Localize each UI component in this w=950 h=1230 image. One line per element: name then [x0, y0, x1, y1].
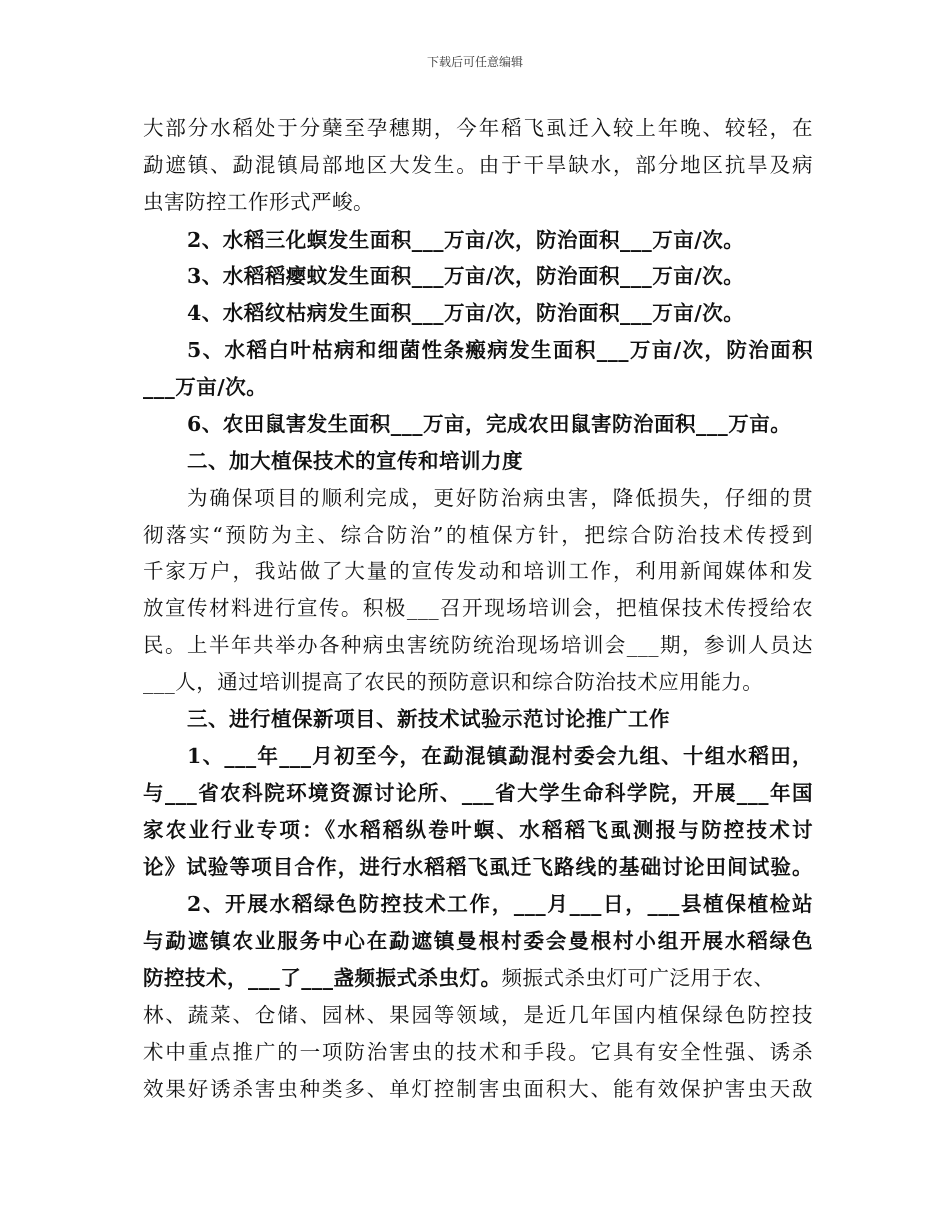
line-text: ___万亩/次。	[143, 375, 268, 399]
text-line	[187, 485, 813, 511]
text-line	[143, 189, 813, 215]
line-text: 家农业行业专项：《水稻稻纵卷叶螟、水稻稻飞虱测报与防控技术讨	[143, 818, 813, 842]
page-header: 下载后可任意编辑	[426, 55, 523, 69]
line-text: 为确保项目的顺利完成，更好防治病虫害，降低损失，仔细的贯	[187, 486, 813, 510]
line-text: 5、水稻白叶枯病和细菌性条瘢病发生面积___万亩/次，防治面积	[187, 338, 813, 362]
text-line	[187, 227, 813, 253]
line-text: 与___省农科院环境资源讨论所、___省大学生命科学院，开展___年国	[143, 781, 813, 805]
line-text: 勐遮镇、勐混镇局部地区大发生。由于干旱缺水，部分地区抗旱及病	[143, 153, 813, 177]
line-text: 彻落实“预防为主、综合防治”的植保方针，把综合防治技术传授到	[143, 523, 813, 547]
line-text: 论》试验等项目合作，进行水稻稻飞虱迁飞路线的基础讨论田间试验。	[143, 855, 813, 879]
text-line	[143, 928, 813, 954]
line-text: 防控技术，___了___盏频振式杀虫灯。	[143, 966, 502, 990]
line-text: 千家万户，我站做了大量的宣传发动和培训工作，利用新闻媒体和发	[143, 559, 813, 583]
line-text: 放宣传材料进行宣传。积极___召开现场培训会，把植保技术传授给农	[143, 596, 813, 620]
text-line	[143, 965, 813, 991]
text-line	[143, 1002, 813, 1028]
text-line	[143, 1076, 813, 1102]
line-text: 1、___年___月初至今，在勐混镇勐混村委会九组、十组水稻田，	[187, 744, 813, 768]
text-line	[143, 1039, 813, 1065]
line-text: 4、水稻纹枯病发生面积___万亩/次，防治面积___万亩/次。	[187, 301, 745, 325]
line-text: 效果好诱杀害虫种类多、单灯控制害虫面积大、能有效保护害虫天敌	[143, 1077, 813, 1101]
line-text: 2、水稻三化螟发生面积___万亩/次，防治面积___万亩/次。	[187, 228, 745, 252]
line-text: 2、开展水稻绿色防控技术工作，___月___日，___县植保植检站	[187, 892, 813, 916]
text-line	[143, 595, 813, 621]
text-line	[187, 337, 813, 363]
text-line	[187, 411, 813, 437]
text-line	[187, 263, 813, 289]
text-line	[143, 522, 813, 548]
line-text: 术中重点推广的一项防治害虫的技术和手段。它具有安全性强、诱杀	[143, 1040, 813, 1064]
text-line	[143, 854, 813, 880]
line-text: 与勐遮镇农业服务中心在勐遮镇曼根村委会曼根村小组开展水稻绿色	[143, 929, 813, 953]
text-line	[187, 448, 813, 474]
text-line	[143, 780, 813, 806]
text-line	[143, 669, 813, 695]
text-line	[143, 374, 813, 400]
line-text: 三、进行植保新项目、新技术试验示范讨论推广工作	[187, 707, 670, 731]
text-line	[143, 115, 813, 141]
line-text: 林、蔬菜、仓储、园林、果园等领域，是近几年国内植保绿色防控技	[143, 1003, 813, 1027]
text-line	[143, 558, 813, 584]
line-text: ___人，通过培训提高了农民的预防意识和综合防治技术应用能力。	[143, 670, 764, 694]
text-line	[187, 300, 813, 326]
text-line	[143, 817, 813, 843]
line-text-tail: 频振式杀虫灯可广泛用于农、	[501, 966, 775, 990]
line-text: 6、农田鼠害发生面积___万亩，完成农田鼠害防治面积___万亩。	[187, 412, 792, 436]
text-line	[143, 152, 813, 178]
text-line	[187, 743, 813, 769]
text-line	[187, 706, 813, 732]
line-text: 二、加大植保技术的宣传和培训力度	[187, 449, 523, 473]
line-text: 大部分水稻处于分蘖至孕穗期，今年稻飞虱迁入较上年晚、较轻，在	[143, 116, 813, 140]
line-text: 民。上半年共举办各种病虫害统防统治现场培训会___期，参训人员达	[143, 633, 813, 657]
line-text: 3、水稻稻瘿蚊发生面积___万亩/次，防治面积___万亩/次。	[187, 264, 745, 288]
text-line	[143, 632, 813, 658]
line-text: 虫害防控工作形式严峻。	[143, 190, 374, 214]
text-line	[187, 891, 813, 917]
